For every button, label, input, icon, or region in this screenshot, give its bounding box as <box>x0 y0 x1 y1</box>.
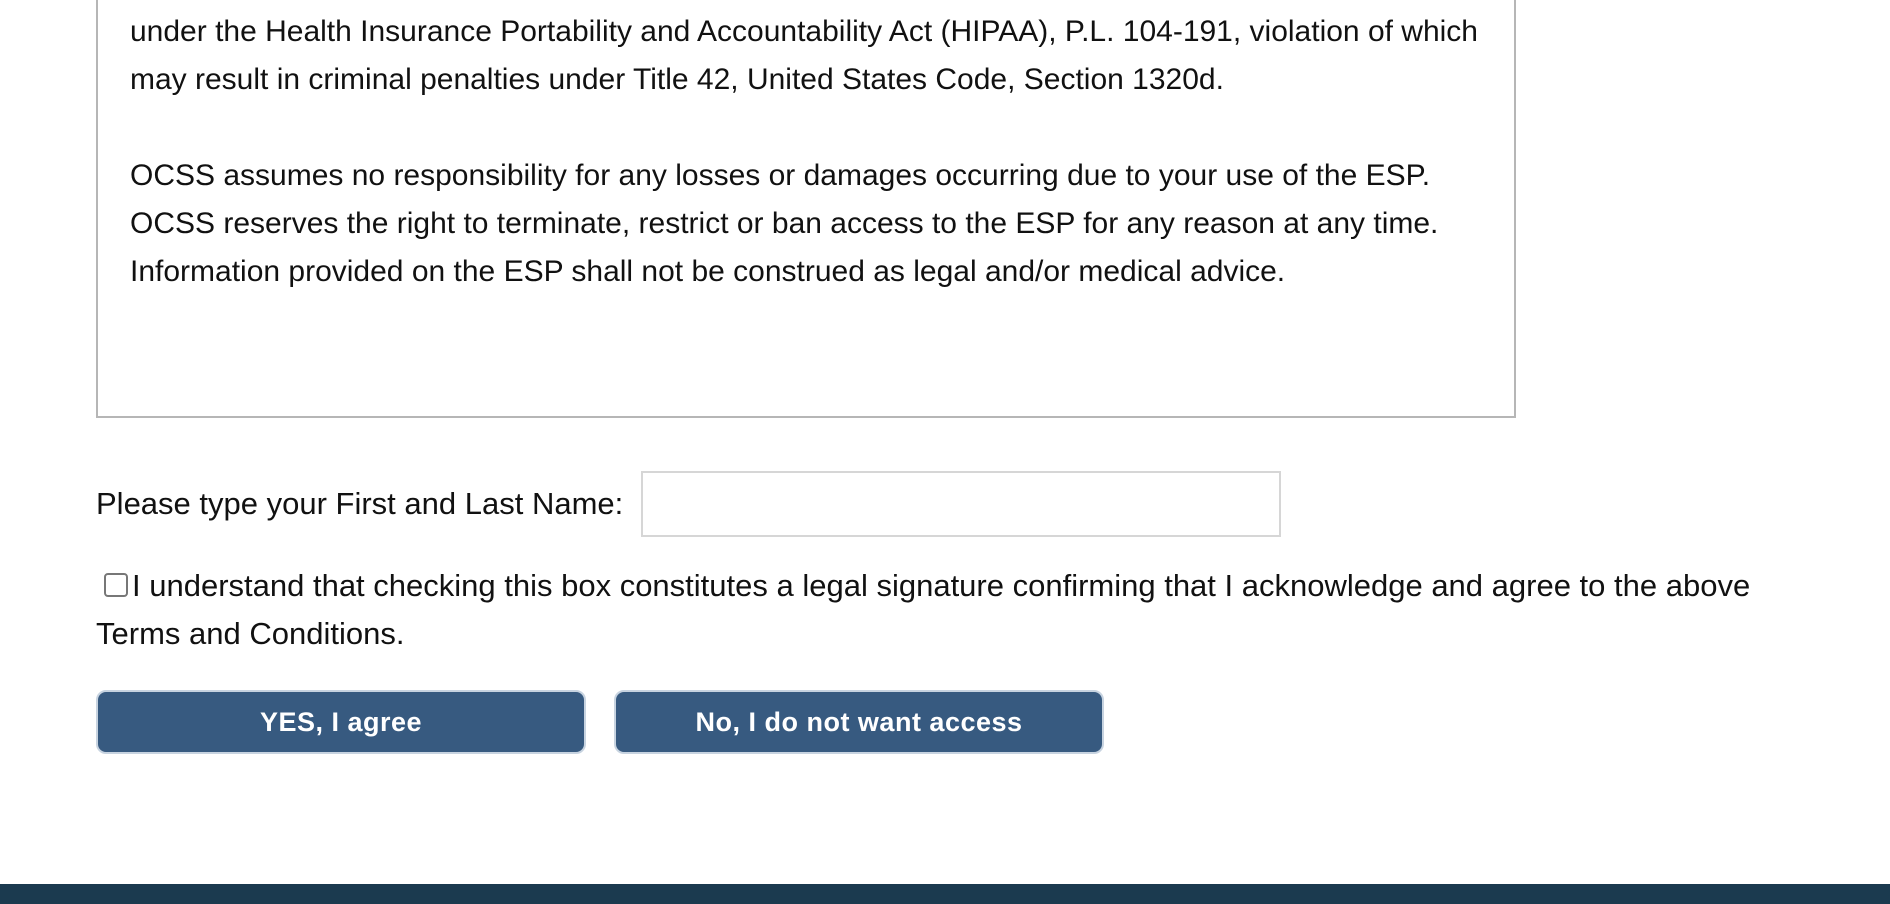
action-buttons <box>96 690 1104 754</box>
yes-i-agree-button[interactable]: YES, I agree <box>96 690 586 754</box>
terms-and-conditions-box <box>96 0 1516 418</box>
no-access-button[interactable]: No, I do not want access <box>614 690 1104 754</box>
terms-paragraph-liability: OCSS assumes no responsibility for any losses or damages occurring due to your use of the ESP. OCSS reserves the right to terminate, restrict or ban access to the ESP for any reason at any time. Information provided on the ESP shall not be construed as legal and/or medical advice. <box>130 159 1439 288</box>
terms-paragraph-hipaa: under the Health Insurance Portability and Accountability Act (HIPAA), P.L. 104-191, violation of which may result in criminal penalties under Title 42, United States Code, Section 1320d. <box>130 15 1478 96</box>
acknowledge-text: I understand that checking this box constitutes a legal signature confirming that I acknowledge and agree to the above Terms and Conditions. <box>96 568 1751 651</box>
footer-band <box>0 884 1890 904</box>
name-signature-row <box>96 468 1306 540</box>
signature-acknowledgement <box>96 562 1796 658</box>
name-field-label: Please type your First and Last Name: <box>96 486 624 521</box>
first-last-name-input[interactable] <box>641 471 1281 537</box>
acknowledge-checkbox[interactable] <box>104 573 128 597</box>
